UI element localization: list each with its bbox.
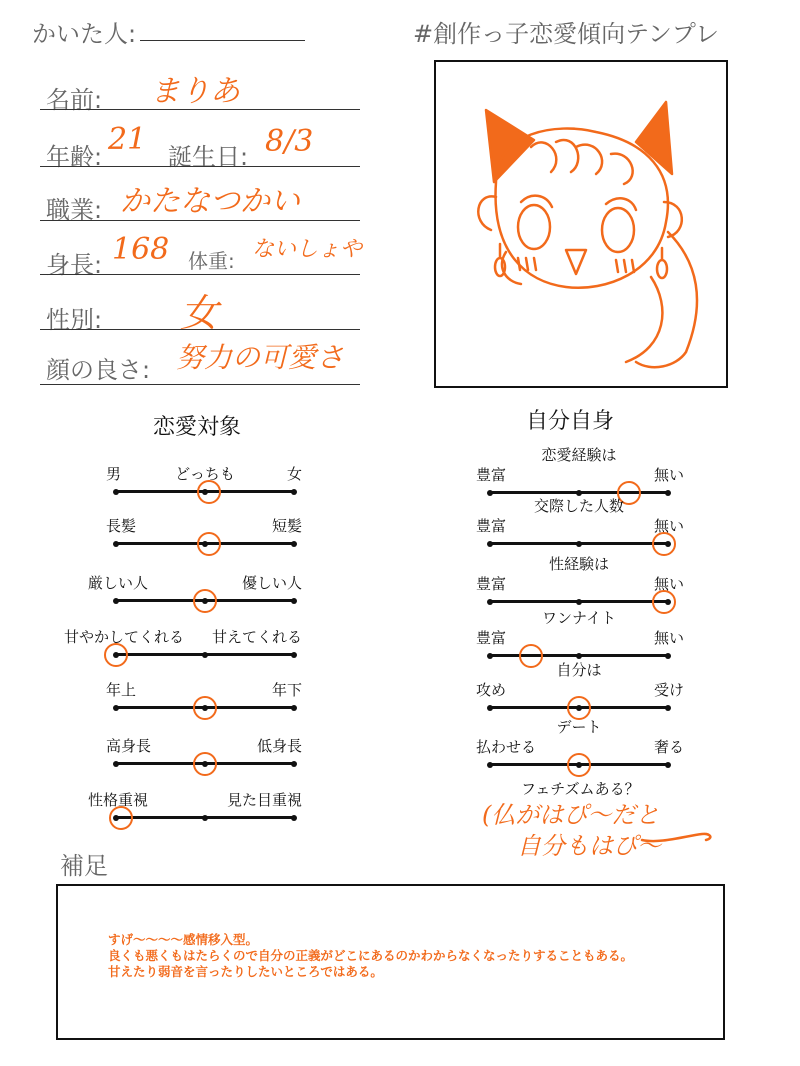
fetish-answer-line1: (仏がはぴ〜だと	[482, 801, 660, 829]
scale-tick	[576, 653, 582, 659]
scale-tick	[487, 541, 493, 547]
scale-marker	[193, 589, 217, 613]
scale-marker	[193, 696, 217, 720]
scale-marker	[519, 644, 543, 668]
job-label: 職業:	[46, 196, 103, 224]
scale-question: 恋愛経験は	[541, 446, 617, 464]
birthday-label: 誕生日:	[168, 143, 249, 171]
supplement-line: 良くも悪くもはたらくので自分の正義がどこにあるのかわからなくなったりすることもある。	[108, 948, 634, 963]
name-label: 名前:	[46, 86, 103, 114]
fetish-question: フェチズムある？	[521, 780, 640, 798]
fetish-answer-flourish	[640, 822, 720, 852]
fetish-answer-line2: 自分もはぴ〜	[517, 832, 661, 860]
scale-question: ワンナイト	[542, 609, 616, 627]
supplement-text	[108, 932, 728, 980]
scale-tick	[576, 541, 582, 547]
scale-left-label: 払わせる	[476, 738, 537, 756]
scale-left-label: 長髪	[106, 517, 137, 535]
romance-target-title: 恋愛対象	[153, 415, 242, 440]
job-underline	[40, 220, 360, 221]
scale-tick	[487, 762, 493, 768]
scale-question: 交際した人数	[533, 497, 625, 515]
scale-tick	[291, 705, 297, 711]
scale-right-label: 無い	[653, 466, 684, 484]
gender-underline	[40, 329, 360, 330]
scale-tick	[487, 705, 493, 711]
scale-right-label: 奢る	[653, 738, 684, 756]
supplement-line: 甘えたり弱音を言ったりしたいところではある。	[108, 964, 383, 979]
height-label: 身長:	[46, 251, 103, 279]
age-value: 21	[108, 122, 147, 157]
scale-tick	[665, 490, 671, 496]
scale-tick	[665, 705, 671, 711]
gender-value: 女	[180, 291, 219, 335]
scale-tick	[113, 761, 119, 767]
scale-tick	[202, 815, 208, 821]
scale-right-label: 無い	[653, 517, 684, 535]
birthday-value: 8/3	[265, 124, 314, 159]
scale-right-label: 低身長	[256, 737, 302, 755]
supplement-title: 補足	[60, 852, 108, 880]
scale-marker	[104, 643, 128, 667]
height-value: 168	[112, 232, 170, 267]
portrait-frame	[434, 60, 728, 388]
scale-marker	[109, 806, 133, 830]
scale-question: 性経験は	[548, 555, 610, 573]
name-value: まりあ	[150, 74, 240, 109]
scale-marker	[567, 753, 591, 777]
scale-left-label: 厳しい人	[87, 574, 149, 592]
scale-left-label: 男	[106, 465, 122, 483]
scale-right-label: 受け	[653, 681, 684, 699]
scale-left-label: 豊富	[476, 575, 507, 593]
gender-label: 性別:	[46, 306, 103, 334]
self-title: 自分自身	[526, 409, 615, 434]
scale-right-label: 見た目重視	[226, 791, 302, 809]
template-title: #創作っ子恋愛傾向テンプレ	[413, 20, 719, 48]
scale-tick	[665, 653, 671, 659]
scale-left-label: 性格重視	[87, 791, 149, 809]
scale-left-label: 攻め	[476, 681, 507, 699]
scale-marker	[652, 590, 676, 614]
scale-right-label: 無い	[653, 575, 684, 593]
scale-mid-label: どっちも	[175, 465, 235, 483]
looks-underline	[40, 384, 360, 385]
looks-label: 顔の良さ:	[46, 356, 151, 384]
scale-marker	[652, 532, 676, 556]
scale-left-label: 年上	[106, 681, 137, 699]
scale-right-label: 優しい人	[241, 574, 302, 592]
scale-tick	[665, 762, 671, 768]
scale-left-label: 豊富	[476, 517, 507, 535]
scale-tick	[291, 598, 297, 604]
looks-value: 努力の可愛さ	[176, 341, 345, 374]
name-underline	[40, 109, 360, 110]
scale-tick	[113, 598, 119, 604]
character-drawing	[436, 62, 726, 386]
age-label: 年齢:	[46, 143, 103, 171]
scale-tick	[487, 599, 493, 605]
scale-left-label: 高身長	[106, 737, 152, 755]
scale-question: デート	[556, 718, 602, 736]
scale-marker	[193, 752, 217, 776]
scale-tick	[487, 653, 493, 659]
scale-right-label: 甘えてくれる	[211, 628, 302, 646]
scale-right-label: 女	[286, 465, 302, 483]
supplement-line: すげ〜〜〜〜感情移入型。	[108, 932, 259, 947]
scale-left-label: 豊富	[476, 629, 507, 647]
author-label: かいた人:	[32, 20, 137, 48]
scale-tick	[291, 761, 297, 767]
scale-tick	[291, 652, 297, 658]
job-value: かたなつかい	[120, 184, 300, 219]
scale-tick	[487, 490, 493, 496]
weight-value: ないしょや	[252, 237, 363, 262]
age-underline	[40, 166, 360, 167]
scale-tick	[576, 599, 582, 605]
scale-tick	[291, 541, 297, 547]
scale-right-label: 無い	[653, 629, 684, 647]
scale-left-label: 豊富	[476, 466, 507, 484]
scale-tick	[113, 489, 119, 495]
scale-right-label: 短髪	[271, 517, 302, 535]
scale-tick	[113, 705, 119, 711]
scale-tick	[291, 815, 297, 821]
scale-marker	[197, 532, 221, 556]
scale-tick	[113, 541, 119, 547]
height-underline	[40, 274, 360, 275]
scale-left-label: 甘やかしてくれる	[63, 628, 185, 646]
scale-tick	[202, 652, 208, 658]
scale-tick	[291, 489, 297, 495]
scale-question: 自分は	[556, 661, 602, 679]
author-underline	[140, 40, 305, 41]
scale-marker	[197, 480, 221, 504]
weight-label: 体重:	[188, 249, 235, 273]
scale-right-label: 年下	[271, 681, 302, 699]
